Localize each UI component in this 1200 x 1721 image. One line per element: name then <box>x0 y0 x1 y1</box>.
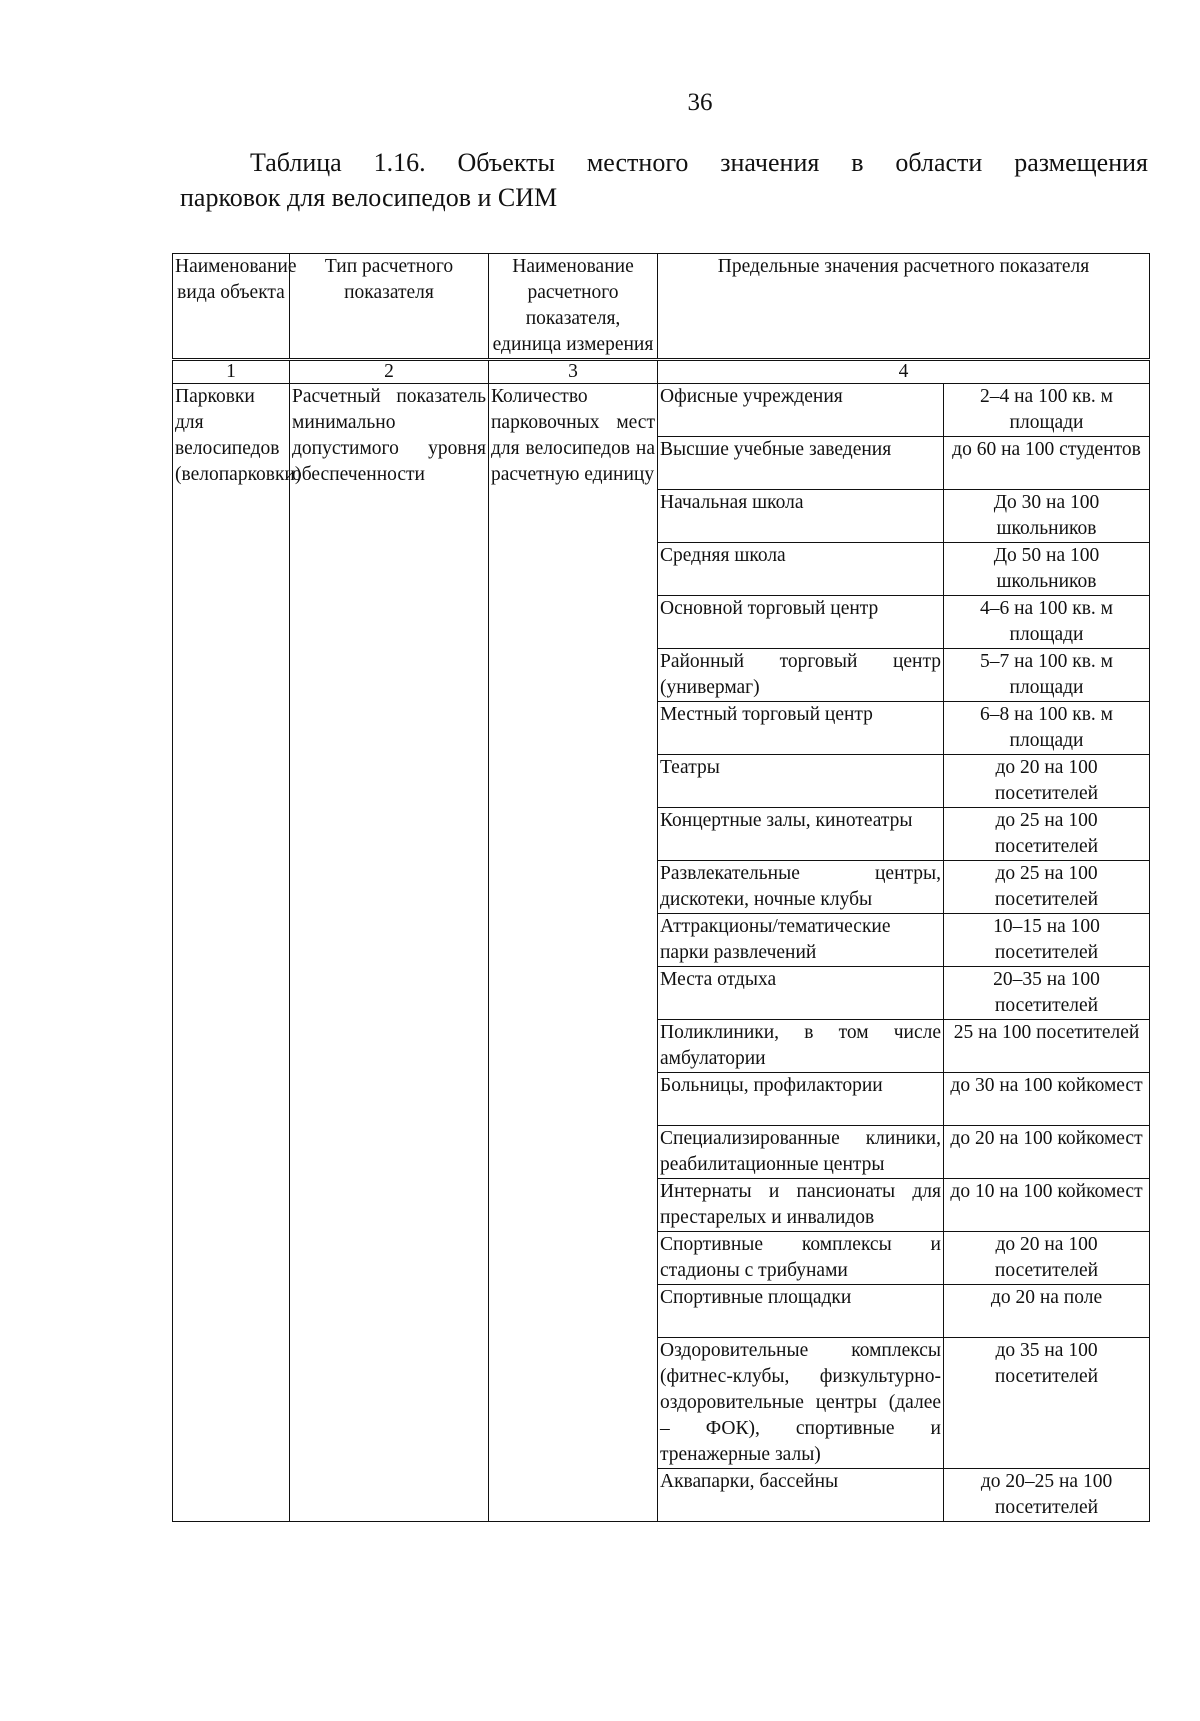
table-header-row <box>173 254 1150 360</box>
limit-cell: до 20–25 на 100 посетителей <box>944 1469 1150 1522</box>
facility-cell: Местный торговый центр <box>658 702 944 755</box>
table-body <box>173 360 1150 1522</box>
object-type-cell: Парковки для велосипедов (велопарковки) <box>173 384 290 1522</box>
facility-cell: Развлекательные центры, дискотеки, ночные клубы <box>658 861 944 914</box>
limit-cell: 6–8 на 100 кв. м площади <box>944 702 1150 755</box>
limit-cell: 10–15 на 100 посетителей <box>944 914 1150 967</box>
limit-cell: 20–35 на 100 посетителей <box>944 967 1150 1020</box>
limit-cell: до 25 на 100 посетителей <box>944 808 1150 861</box>
limit-cell: До 50 на 100 школьников <box>944 543 1150 596</box>
caption-line-2: парковок для велосипедов и СИМ <box>180 183 558 212</box>
table-caption <box>180 145 1148 215</box>
facility-cell: Театры <box>658 755 944 808</box>
limit-cell: 25 на 100 посетителей <box>944 1020 1150 1073</box>
facility-cell: Интернаты и пансионаты для престарелых и инвалидов <box>658 1179 944 1232</box>
header-object-type: Наименование вида объекта <box>173 254 290 360</box>
limit-cell: до 35 на 100 посетителей <box>944 1338 1150 1469</box>
facility-cell: Высшие учебные заведения <box>658 437 944 490</box>
limit-cell: до 20 на 100 койкомест <box>944 1126 1150 1179</box>
limit-cell: до 30 на 100 койкомест <box>944 1073 1150 1126</box>
column-number: 4 <box>658 360 1150 384</box>
facility-cell: Аттракционы/тематические парки развлечений <box>658 914 944 967</box>
limit-cell: 2–4 на 100 кв. м площади <box>944 384 1150 437</box>
facility-cell: Оздоровительные комплексы (фитнес-клубы, физкультурно-оздоровительные центры (далее – ФОК), спортивные и тренажерные залы) <box>658 1338 944 1469</box>
page-number: 36 <box>687 89 713 116</box>
facility-cell: Специализированные клиники, реабилитационные центры <box>658 1126 944 1179</box>
limit-cell: до 20 на поле <box>944 1285 1150 1338</box>
header-limit-values: Предельные значения расчетного показателя <box>658 254 1150 360</box>
facility-cell: Офисные учреждения <box>658 384 944 437</box>
caption-line-1: Таблица 1.16. Объекты местного значения в области размещения <box>250 148 1148 177</box>
table-row <box>173 384 1150 437</box>
facility-cell: Средняя школа <box>658 543 944 596</box>
facility-cell: Больницы, профилактории <box>658 1073 944 1126</box>
indicator-type-cell: Расчетный показатель минимально допустимого уровня обеспеченности <box>290 384 489 1522</box>
facility-cell: Районный торговый центр (универмаг) <box>658 649 944 702</box>
bicycle-parking-table <box>172 253 1150 1522</box>
limit-cell: До 30 на 100 школьников <box>944 490 1150 543</box>
facility-cell: Концертные залы, кинотеатры <box>658 808 944 861</box>
facility-cell: Поликлиники, в том числе амбулатории <box>658 1020 944 1073</box>
facility-cell: Основной торговый центр <box>658 596 944 649</box>
limit-cell: до 10 на 100 койкомест <box>944 1179 1150 1232</box>
column-number-row <box>173 360 1150 384</box>
indicator-name-cell: Количество парковочных мест для велосипедов на расчетную единицу <box>489 384 658 1522</box>
limit-cell: до 20 на 100 посетителей <box>944 755 1150 808</box>
limit-cell: 5–7 на 100 кв. м площади <box>944 649 1150 702</box>
facility-cell: Места отдыха <box>658 967 944 1020</box>
column-number: 3 <box>489 360 658 384</box>
column-number: 1 <box>173 360 290 384</box>
header-indicator-type: Тип расчетного показателя <box>290 254 489 360</box>
limit-cell: до 25 на 100 посетителей <box>944 861 1150 914</box>
header-indicator-name: Наименование расчетного показателя, единица измерения <box>489 254 658 360</box>
facility-cell: Начальная школа <box>658 490 944 543</box>
facility-cell: Спортивные комплексы и стадионы с трибунами <box>658 1232 944 1285</box>
limit-cell: до 60 на 100 студентов <box>944 437 1150 490</box>
limit-cell: 4–6 на 100 кв. м площади <box>944 596 1150 649</box>
facility-cell: Аквапарки, бассейны <box>658 1469 944 1522</box>
limit-cell: до 20 на 100 посетителей <box>944 1232 1150 1285</box>
column-number: 2 <box>290 360 489 384</box>
facility-cell: Спортивные площадки <box>658 1285 944 1338</box>
